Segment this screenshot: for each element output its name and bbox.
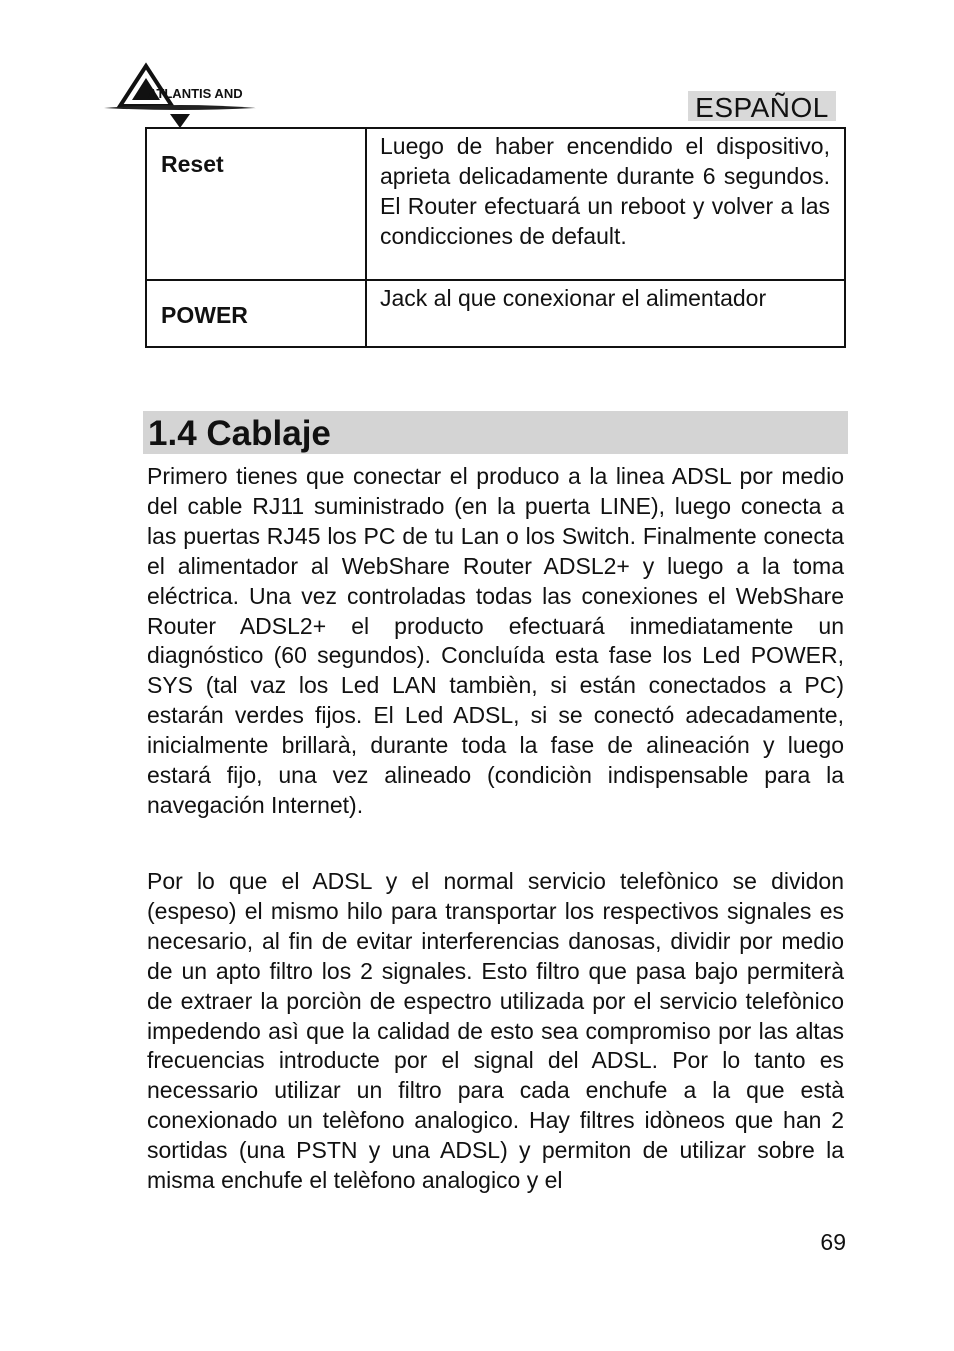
table-cell-description [366, 280, 845, 347]
row-label: Reset [161, 151, 224, 177]
body-paragraph: Primero tienes que conectar el produco a la linea ADSL por medio del cable RJ11 suministrado (en la puerta LINE), luego conecta a las puertas RJ45 los PC de tu Lan o los Switch. Finalmente conecta el alimentador al WebShare Router ADSL2+ y luego a la toma eléctrica. Una vez controladas todas las conexiones el WebShare Router ADSL2+ el producto efectuará inmediatamente un diagnóstico (60 segundos). Concluída esta fase los Led POWER, SYS (tal vaz los Led LAN tambièn, si están conectados a PC) estarán verdes fijos. El Led ADSL, si se conectó adecadamente, inicialmente brillarà, durante toda la fase de alineación y luego estará fijo, una vez alineado (condiciòn indispensable para la navegación Internet). [147, 463, 844, 818]
row-description: Jack al que conexionar el alimentador [380, 285, 767, 311]
table-cell-description [366, 128, 845, 280]
logo-triangle-icon [100, 62, 260, 134]
table-row [146, 280, 845, 347]
table-cell-label [146, 128, 366, 280]
language-label: ESPAÑOL [688, 91, 836, 121]
page-number: 69 [820, 1229, 846, 1255]
row-label: POWER [161, 302, 248, 328]
table-row [146, 128, 845, 280]
body-paragraph: Por lo que el ADSL y el normal servicio telefònico se dividon (espeso) el mismo hilo para transportar los respectivos signales es necesario, al fin de evitar interferencias danosas, dividir por medio de un apto filtro los 2 signales. Esto filtro que pasa bajo permiterà de extraer la porciòn de espectro utilizada por el servicio telefònico impedendo asì que la calidad de esto sea compromiso por las altas frecuencias introducte por el signal del ADSL. Por lo tanto es necessario utilizar un filtro para cada enchufe a la que està conexionado un telèfono analogico. Hay filtres idòneos que han 2 sortidas (una PSTN y una ADSL) y permiton de utilizar sobre la misma enchufe el telèfono analogico y el [147, 868, 844, 1194]
section-title: 1.4 Cablaje [148, 414, 331, 453]
row-description: Luego de haber encendido el dispositivo, aprieta delicadamente durante 6 segundos. El Router efectuará un reboot y volver a las condicciones de default. [380, 133, 830, 249]
atlantis-logo [100, 62, 260, 134]
logo-text: ATLANTIS AND [148, 86, 243, 101]
spec-table [145, 127, 846, 348]
table-cell-label [146, 280, 366, 347]
